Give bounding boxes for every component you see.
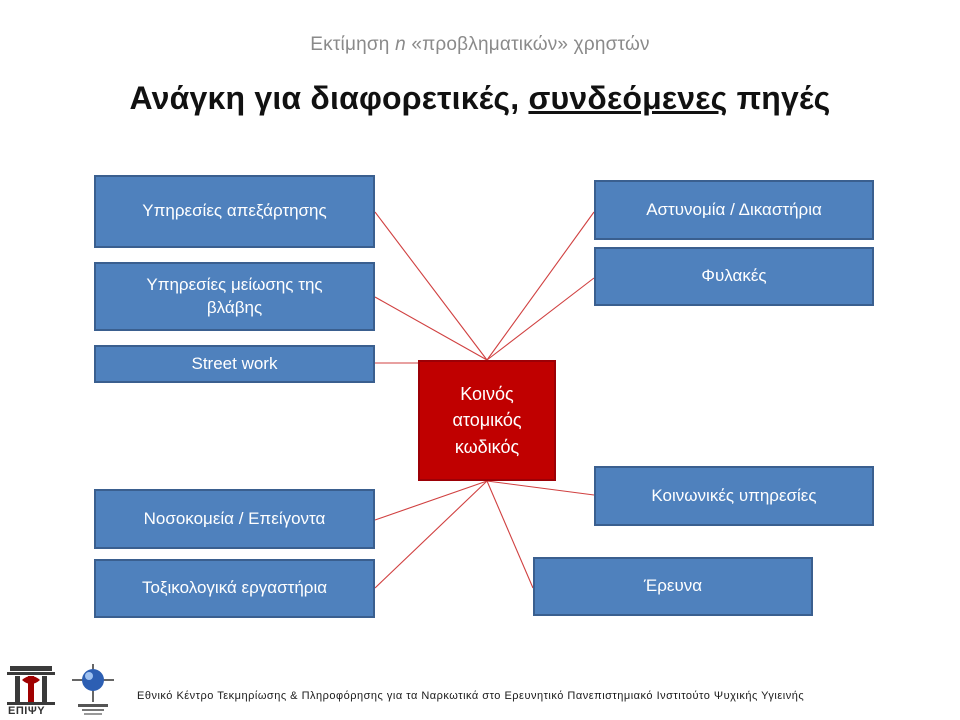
epipsy-logo-icon [4,662,58,706]
node-erevna [533,557,813,616]
center-line-2: ατομικός [452,410,522,431]
footer-institute-text: Εθνικό Κέντρο Τεκμηρίωσης & Πληροφόρησης για τα Ναρκωτικά στο Ερευνητικό Πανεπιστημιακό Ινστιτούτο Ψυχικής Υγιεινής [137,690,805,702]
title-post: πηγές [727,80,831,116]
node-label: Υπηρεσίες μείωσης της βλάβης [146,274,323,317]
node-koinonikes-ypiresies [594,466,874,526]
center-line-1: Κοινός [460,384,514,405]
connector-meiosi-vlavis [375,297,487,360]
node-ypiresies-meiosis-vlavis [94,262,375,331]
node-label: Τοξικολογικά εργαστήρια [141,578,328,598]
center-line-3: κωδικός [454,436,520,457]
subtitle-post: «προβληματικών» χρηστών [405,34,650,55]
node-koinos-atomikos-kodikos [418,360,556,481]
node-ypiresies-apexartisis [94,175,375,248]
slide-title [0,80,960,117]
connector-fylakes [487,278,594,360]
node-astynomia-dikastiria [594,180,874,240]
connector-astynomia [487,212,594,360]
node-street-work [94,345,375,383]
node-label: Φυλακές [701,266,767,286]
slide-subtitle [0,34,960,56]
subtitle-n: n [395,34,406,55]
node-label: Αστυνομία / Δικαστήρια [646,199,822,219]
node-nosokomeia [94,489,375,549]
connector-erevna [487,481,533,588]
title-pre: Ανάγκη για διαφορετικές, [129,80,529,116]
connector-nosokomeia [375,481,487,520]
title-underlined: συνδεόμενες [528,80,728,116]
subtitle-pre: Εκτίμηση [310,34,396,55]
node-label: Street work [191,353,278,373]
connector-toxikologika [375,481,487,588]
node-fylakes [594,247,874,306]
node-label: Νοσοκομεία / Επείγοντα [143,508,326,528]
ektepn-logo-icon [64,662,122,718]
connector-koinonikes [487,481,594,495]
node-toxikologika [94,559,375,618]
node-label: Κοινωνικές υπηρεσίες [651,485,817,505]
node-label: Υπηρεσίες απεξάρτησης [142,201,327,221]
connector-ypiresies-apexartisis [375,212,487,360]
epipsy-logo-caption: ΕΠΙΨΥ [8,705,46,717]
node-label: Έρευνα [643,576,703,596]
